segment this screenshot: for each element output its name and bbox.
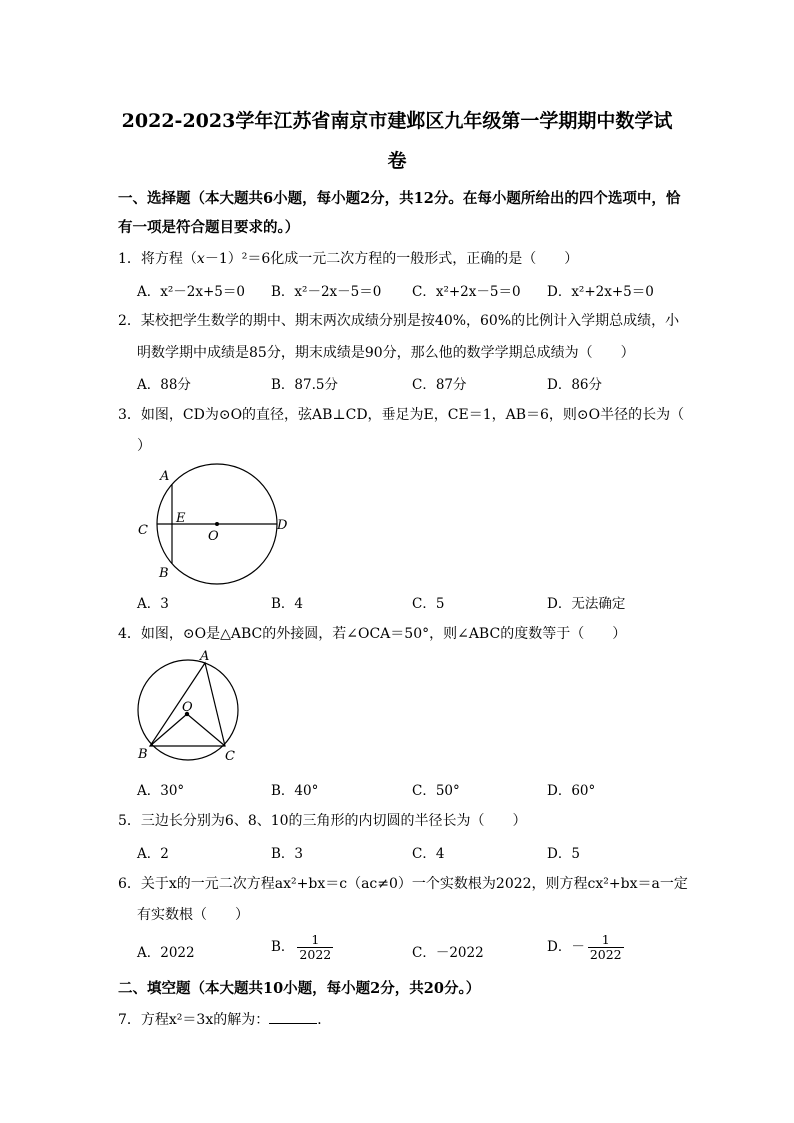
q4-option-c[interactable]: C．50° (412, 783, 460, 799)
q6-option-b-fraction (297, 933, 333, 962)
q2-option-b[interactable]: B．87.5分 (271, 377, 338, 393)
q6-option-a[interactable]: A．2022 (137, 945, 195, 961)
q3-option-c[interactable]: C．5 (412, 596, 445, 612)
question-2-stem: 2．某校把学生数学的期中、期末两次成绩分别是按40%，60%的比例计入学期总成绩，小 (118, 313, 680, 329)
q4-option-d[interactable]: D．60° (547, 783, 596, 799)
question-1-stem (118, 248, 578, 268)
q6-option-b[interactable] (271, 933, 333, 962)
q2-option-a[interactable]: A．88分 (137, 377, 191, 393)
section-heading-choice-cont: 有一项是符合题目要求的。） (118, 219, 300, 236)
q6-option-b-prefix: B． (271, 939, 295, 955)
q5-option-c[interactable]: C．4 (412, 846, 445, 862)
question-6-stem-cont: 有实数根（ ） (137, 907, 249, 923)
q4-label-a: A (200, 649, 210, 664)
q1-stem-a: 1．将方程（ (118, 251, 197, 267)
q5-option-d[interactable]: D．5 (547, 846, 580, 862)
q5-option-b[interactable]: B．3 (271, 846, 304, 862)
q7-prefix: 7．方程x²＝3x的解为： (118, 1012, 270, 1028)
q2-option-d[interactable]: D．86分 (547, 377, 603, 393)
q3-center-dot (215, 522, 219, 526)
q4-label-b: B (138, 747, 148, 762)
q4-label-o: O (182, 700, 193, 715)
q6-option-b-numerator: 1 (311, 932, 320, 947)
q3-option-b[interactable]: B．4 (271, 596, 304, 612)
q1-option-b[interactable]: B．x²－2x－5＝0 (271, 284, 382, 300)
q4-circle-figure (128, 648, 252, 766)
q6-option-d-prefix: D．－ (547, 939, 585, 955)
q6-option-b-denominator: 2022 (299, 947, 332, 962)
question-6-stem: 6．关于x的一元二次方程ax²+bx＝c（ac≠0）一个实数根为2022，则方程cx²+bx＝a一定 (118, 876, 688, 892)
q3-option-a[interactable]: A．3 (137, 596, 169, 612)
paper-title-line1: 2022-2023学年江苏省南京市建邺区九年级第一学期期中数学试 (121, 110, 673, 132)
q1-stem-x: x (196, 251, 205, 267)
q6-option-d-denominator: 2022 (589, 947, 622, 962)
q7-suffix: ． (317, 1012, 332, 1028)
q3-label-d: D (277, 518, 288, 533)
section-heading-fill-blank: 二、填空题（本大题共10小题，每小题2分，共20分。） (118, 980, 481, 997)
q6-option-d[interactable] (547, 933, 624, 962)
question-4-stem: 4．如图，⊙O是△ABC的外接圆，若∠OCA＝50°，则∠ABC的度数等于（ ） (118, 626, 627, 642)
question-3-stem-cont: ） (137, 438, 151, 454)
q1-option-d[interactable]: D．x²+2x+5＝0 (547, 284, 654, 300)
q4-option-b[interactable]: B．40° (271, 783, 319, 799)
q3-label-o: O (208, 529, 219, 544)
q4-label-c: C (225, 749, 235, 764)
question-2-stem-cont: 明数学期中成绩是85分，期末成绩是90分，那么他的数学学期总成绩为（ ） (137, 345, 635, 361)
q5-option-a[interactable]: A．2 (137, 846, 169, 862)
q3-label-a: A (160, 469, 170, 484)
q6-option-d-fraction (588, 933, 624, 962)
question-7-stem (118, 1009, 331, 1029)
q3-option-d[interactable]: D．无法确定 (547, 596, 626, 612)
q1-stem-b: －1）²＝6化成一元二次方程的一般形式，正确的是（ ） (204, 251, 579, 267)
question-5-stem: 5．三边长分别为6、8、10的三角形的内切圆的半径长为（ ） (118, 813, 527, 829)
q6-option-c[interactable]: C．－2022 (412, 945, 484, 961)
q6-option-d-numerator: 1 (601, 932, 610, 947)
q4-option-a[interactable]: A．30° (137, 783, 185, 799)
paper-title-line2: 卷 (387, 150, 407, 172)
q3-label-c: C (138, 523, 148, 538)
question-3-stem: 3．如图，CD为⊙O的直径，弦AB⊥CD，垂足为E，CE＝1，AB＝6，则⊙O半径的长为（ (118, 407, 685, 423)
q3-label-b: B (159, 566, 169, 581)
q4-segment-oc (187, 714, 225, 746)
q1-option-c[interactable]: C．x²+2x－5＝0 (412, 284, 521, 300)
q1-option-a[interactable]: A．x²－2x+5＝0 (137, 284, 245, 300)
section-heading-choice: 一、选择题（本大题共6小题，每小题2分，共12分。在每小题所给出的四个选项中，恰 (118, 190, 681, 207)
q7-answer-blank[interactable] (269, 1011, 317, 1024)
q2-option-c[interactable]: C．87分 (412, 377, 467, 393)
q3-circle-figure (130, 460, 300, 586)
q3-label-e: E (176, 511, 186, 526)
